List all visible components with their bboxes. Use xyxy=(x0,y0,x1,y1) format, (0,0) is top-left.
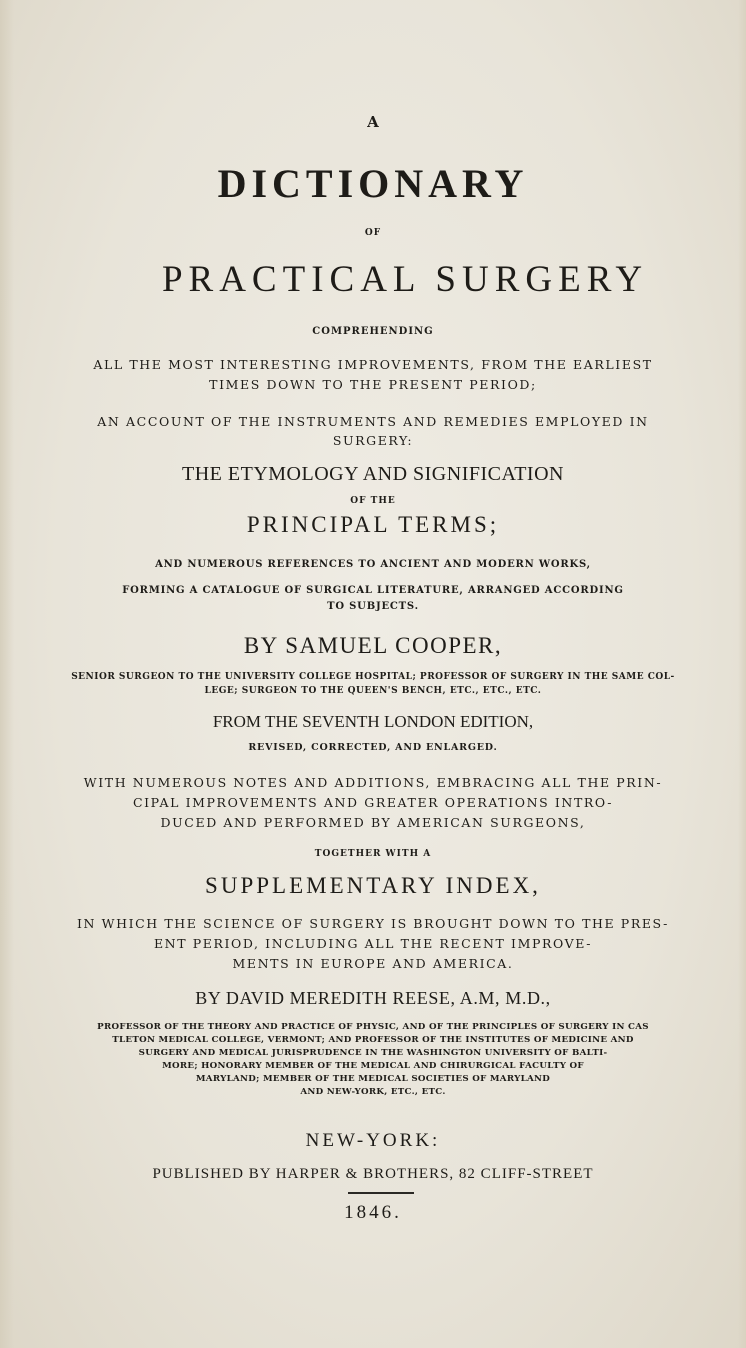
references-line: AND NUMEROUS REFERENCES TO ANCIENT AND MODERN WORKS, xyxy=(155,559,591,570)
comprehending-label: COMPREHENDING xyxy=(312,326,434,337)
clause2-line1: AN ACCOUNT OF THE INSTRUMENTS AND REMEDIES EMPLOYED IN xyxy=(97,414,649,429)
principal-terms-heading: PRINCIPAL TERMS; xyxy=(246,512,500,537)
editor-credentials-line: MORE; HONORARY MEMBER OF THE MEDICAL AND CHIRURGICAL FACULTY OF xyxy=(162,1061,584,1071)
editor-credentials-line: TLETON MEDICAL COLLEGE, VERMONT; AND PROFESSOR OF THE INSTITUTES OF MEDICINE AND xyxy=(112,1035,634,1045)
author-credentials-line2: LEGE; SURGEON TO THE QUEEN'S BENCH, ETC., ETC., ETC. xyxy=(204,686,542,696)
editor-credentials-line: SURGERY AND MEDICAL JURISPRUDENCE IN THE WASHINGTON UNIVERSITY OF BALTI- xyxy=(138,1048,608,1058)
author-line: BY SAMUEL COOPER, xyxy=(243,633,503,658)
notes-line1: WITH NUMEROUS NOTES AND ADDITIONS, EMBRACING ALL THE PRIN- xyxy=(83,775,663,790)
index-line2: ENT PERIOD, INCLUDING ALL THE RECENT IMPROVE- xyxy=(153,936,593,951)
index-line3: MENTS IN EUROPE AND AMERICA. xyxy=(232,956,514,971)
notes-line2: CIPAL IMPROVEMENTS AND GREATER OPERATIONS INTRO- xyxy=(132,795,614,810)
revised-line: REVISED, CORRECTED, AND ENLARGED. xyxy=(248,742,498,753)
of-the-label: OF THE xyxy=(350,496,396,506)
clause2-line2: SURGERY: xyxy=(332,433,414,448)
clause1-line1: ALL THE MOST INTERESTING IMPROVEMENTS, FROM THE EARLIEST xyxy=(93,357,653,372)
imprint-year: 1846. xyxy=(344,1202,402,1223)
forming-line1: FORMING A CATALOGUE OF SURGICAL LITERATURE, ARRANGED ACCORDING xyxy=(122,585,624,596)
editor-line: BY DAVID MEREDITH REESE, A.M, M.D., xyxy=(195,988,551,1008)
imprint-city: NEW-YORK: xyxy=(305,1130,441,1151)
notes-line3: DUCED AND PERFORMED BY AMERICAN SURGEONS, xyxy=(160,815,586,830)
together-label: TOGETHER WITH A xyxy=(314,849,432,859)
author-credentials-line1: SENIOR SURGEON TO THE UNIVERSITY COLLEGE HOSPITAL; PROFESSOR OF SURGERY IN THE SAME COL- xyxy=(71,672,675,682)
editor-credentials-line: MARYLAND; MEMBER OF THE MEDICAL SOCIETIES OF MARYLAND xyxy=(195,1074,551,1084)
title-main: DICTIONARY xyxy=(217,161,529,206)
imprint-rule-divider xyxy=(348,1192,414,1194)
title-article: A xyxy=(367,113,379,131)
editor-credentials-line: AND NEW-YORK, ETC., ETC. xyxy=(300,1087,446,1097)
clause1-line2: TIMES DOWN TO THE PRESENT PERIOD; xyxy=(209,377,537,392)
supplementary-heading: SUPPLEMENTARY INDEX, xyxy=(205,873,541,898)
editor-credentials-line: PROFESSOR OF THE THEORY AND PRACTICE OF PHYSIC, AND OF THE PRINCIPLES OF SURGERY IN CAS xyxy=(97,1022,649,1032)
etymology-heading: THE ETYMOLOGY AND SIGNIFICATION xyxy=(182,463,564,485)
edition-line: FROM THE SEVENTH LONDON EDITION, xyxy=(212,712,534,731)
title-subject: PRACTICAL SURGERY xyxy=(161,259,649,300)
index-line1: IN WHICH THE SCIENCE OF SURGERY IS BROUGHT DOWN TO THE PRES- xyxy=(76,916,670,931)
forming-line2: TO SUBJECTS. xyxy=(327,601,419,612)
title-of: OF xyxy=(364,228,382,238)
imprint-publisher: PUBLISHED BY HARPER & BROTHERS, 82 CLIFF-STREET xyxy=(152,1166,594,1182)
